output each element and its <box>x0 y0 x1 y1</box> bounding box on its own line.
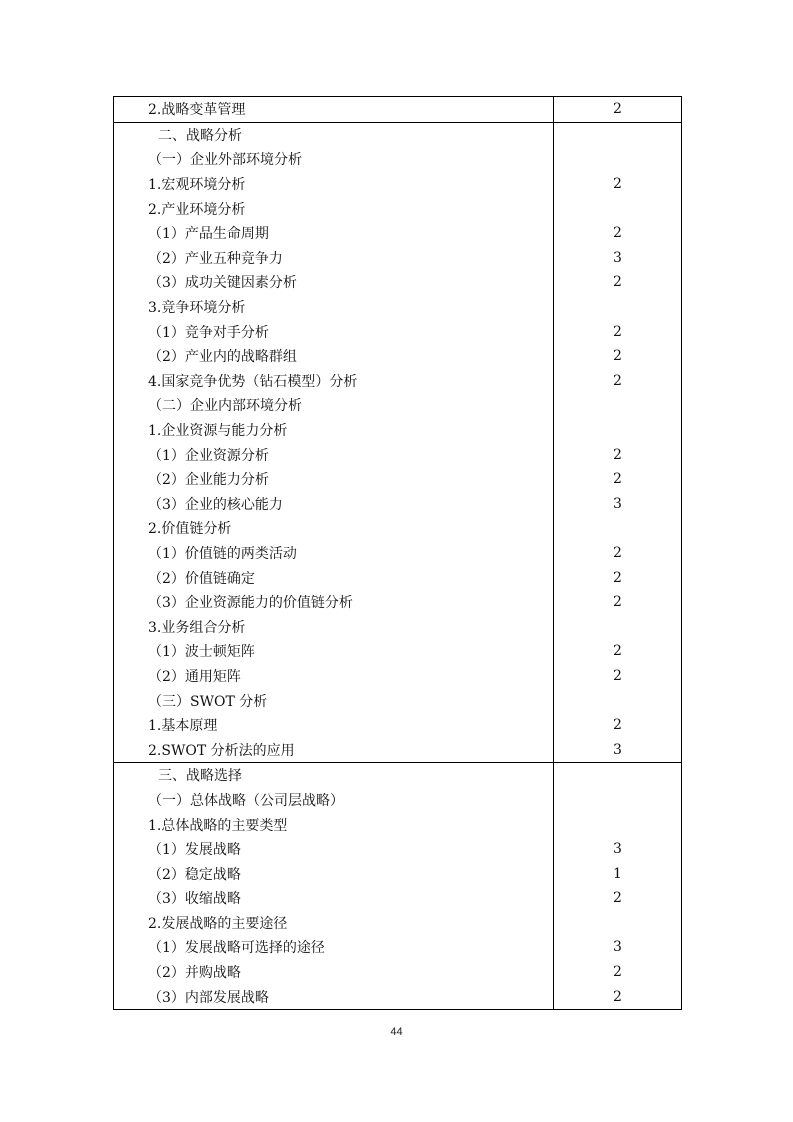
syllabus-table <box>113 96 682 1010</box>
page-number: 44 <box>390 1026 403 1038</box>
hours-cell: 2 <box>613 225 622 242</box>
hours-cell: 2 <box>613 890 622 907</box>
table-row <box>114 418 681 443</box>
table-row <box>114 516 681 541</box>
hours-cell: 2 <box>613 176 622 193</box>
table-row <box>114 886 681 911</box>
topic-cell: （一）总体战略（公司层战略） <box>114 788 554 813</box>
table-row <box>114 442 681 467</box>
topic-cell: （2）产业五种竞争力 <box>114 246 554 271</box>
table-row <box>114 147 681 172</box>
hours-cell: 2 <box>613 594 622 611</box>
topic-cell: 1.企业资源与能力分析 <box>114 418 554 443</box>
hours-cell: 1 <box>613 865 622 882</box>
table-row <box>114 344 681 369</box>
table-row <box>114 270 681 295</box>
table-row <box>114 614 681 639</box>
hours-cell: 2 <box>613 569 622 586</box>
topic-cell: （1）产品生命周期 <box>114 221 554 246</box>
table-row <box>114 763 681 788</box>
hours-cell: 2 <box>613 372 622 389</box>
topic-cell: （1）价值链的两类活动 <box>114 541 554 566</box>
table-row <box>114 369 681 394</box>
hours-cell: 2 <box>613 544 622 561</box>
hours-cell: 2 <box>613 323 622 340</box>
table-row <box>114 960 681 985</box>
table-row <box>114 246 681 271</box>
topic-cell: （一）企业外部环境分析 <box>114 147 554 172</box>
hours-cell: 3 <box>613 495 622 512</box>
table-row <box>114 97 681 122</box>
table-row <box>114 688 681 713</box>
table-row <box>114 393 681 418</box>
table-row <box>114 911 681 936</box>
hours-cell: 2 <box>613 988 622 1005</box>
table-row <box>114 935 681 960</box>
hours-cell: 2 <box>613 348 622 365</box>
table-row <box>114 737 681 762</box>
hours-cell: 2 <box>613 643 622 660</box>
topic-cell: （3）企业资源能力的价值链分析 <box>114 590 554 615</box>
topic-cell: （2）价值链确定 <box>114 565 554 590</box>
table-row <box>114 639 681 664</box>
topic-cell: （2）并购战略 <box>114 960 554 985</box>
topic-cell: 2.SWOT 分析法的应用 <box>114 737 554 762</box>
topic-cell: （3）企业的核心能力 <box>114 492 554 517</box>
table-row <box>114 984 681 1009</box>
topic-cell: （1）企业资源分析 <box>114 442 554 467</box>
hours-cell: 2 <box>613 717 622 734</box>
topic-cell: （1）发展战略 <box>114 837 554 862</box>
topic-cell: （1）发展战略可选择的途径 <box>114 935 554 960</box>
topic-cell: 二、战略分析 <box>114 123 554 148</box>
hours-cell: 3 <box>613 741 622 758</box>
table-section <box>114 123 681 763</box>
topic-cell: （2）产业内的战略群组 <box>114 344 554 369</box>
hours-cell: 2 <box>613 471 622 488</box>
topic-cell: （2）稳定战略 <box>114 861 554 886</box>
topic-cell: （3）内部发展战略 <box>114 984 554 1009</box>
table-section <box>114 763 681 1009</box>
topic-cell: （3）收缩战略 <box>114 886 554 911</box>
table-row <box>114 664 681 689</box>
topic-cell: （三）SWOT 分析 <box>114 688 554 713</box>
table-row <box>114 467 681 492</box>
table-section <box>114 97 681 123</box>
hours-cell: 3 <box>613 249 622 266</box>
table-row <box>114 861 681 886</box>
topic-cell: （二）企业内部环境分析 <box>114 393 554 418</box>
table-row <box>114 788 681 813</box>
hours-cell: 2 <box>613 667 622 684</box>
table-row <box>114 837 681 862</box>
topic-cell: （3）成功关键因素分析 <box>114 270 554 295</box>
hours-cell: 2 <box>613 964 622 981</box>
hours-cell: 2 <box>613 446 622 463</box>
table-row <box>114 565 681 590</box>
topic-cell: 1.总体战略的主要类型 <box>114 812 554 837</box>
topic-cell: （2）企业能力分析 <box>114 467 554 492</box>
table-row <box>114 295 681 320</box>
topic-cell: 1.宏观环境分析 <box>114 172 554 197</box>
topic-cell: 2.发展战略的主要途径 <box>114 911 554 936</box>
hours-cell: 2 <box>613 101 622 118</box>
table-row <box>114 123 681 148</box>
table-row <box>114 541 681 566</box>
table-row <box>114 590 681 615</box>
topic-cell: 3.业务组合分析 <box>114 614 554 639</box>
topic-cell: 2.价值链分析 <box>114 516 554 541</box>
hours-cell: 3 <box>613 841 622 858</box>
hours-cell: 2 <box>613 274 622 291</box>
table-row <box>114 172 681 197</box>
hours-cell: 3 <box>613 939 622 956</box>
topic-cell: 3.竞争环境分析 <box>114 295 554 320</box>
topic-cell: 2.产业环境分析 <box>114 196 554 221</box>
topic-cell: （2）通用矩阵 <box>114 664 554 689</box>
table-row <box>114 221 681 246</box>
topic-cell: （1）竞争对手分析 <box>114 319 554 344</box>
table-row <box>114 713 681 738</box>
table-row <box>114 492 681 517</box>
topic-cell: 2.战略变革管理 <box>114 97 554 122</box>
table-row <box>114 196 681 221</box>
topic-cell: 三、战略选择 <box>114 763 554 788</box>
table-row <box>114 812 681 837</box>
table-row <box>114 319 681 344</box>
topic-cell: （1）波士顿矩阵 <box>114 639 554 664</box>
topic-cell: 1.基本原理 <box>114 713 554 738</box>
topic-cell: 4.国家竞争优势（钻石模型）分析 <box>114 369 554 394</box>
